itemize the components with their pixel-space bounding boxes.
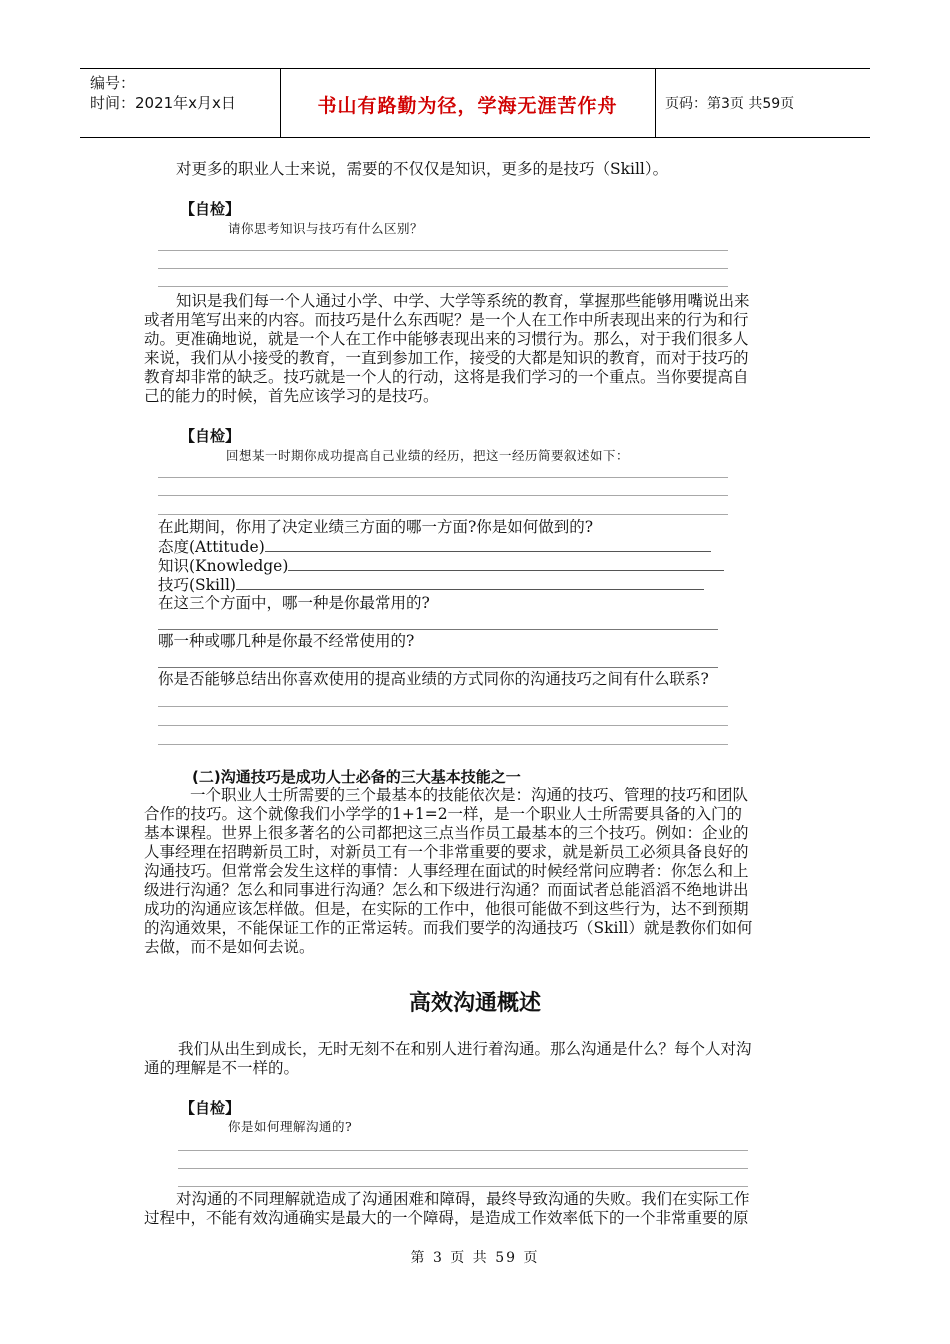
- header-motto: 书山有路勤为径，学海无涯苦作舟: [317, 95, 618, 117]
- answer-line: [178, 1168, 748, 1169]
- paragraph-line: 教育却非常的缺乏。技巧就是一个人的行动，这将是我们学习的一个重点。当你要提高自: [144, 368, 749, 386]
- paragraph-line: 沟通技巧。但常常会发生这样的事情：人事经理在面试的时候经常问应聘者：你怎么和上: [144, 862, 749, 880]
- intro-text: 对更多的职业人士来说，需要的不仅仅是知识，更多的是技巧（Skill）。: [176, 160, 669, 178]
- blank-line: [265, 537, 711, 552]
- paragraph-line: 来说，我们从小接受的教育，一直到参加工作，接受的大都是知识的教育，而对于技巧的: [144, 349, 749, 367]
- field-skill-label: 技巧(Skill): [158, 576, 236, 594]
- paragraph-line: 的沟通效果，不能保证工作的正常运转。而我们要学的沟通技巧（Skill）就是教你们如何: [144, 919, 753, 937]
- page-header: [80, 68, 870, 138]
- paragraph-line: 合作的技巧。这个就像我们小学学的1+1=2一样，是一个职业人士所需要具备的入门的: [144, 805, 743, 823]
- answer-line: [178, 1150, 748, 1151]
- answer-line: [158, 268, 728, 269]
- paragraph-line: 通的理解是不一样的。: [144, 1059, 300, 1077]
- question-text: 哪一种或哪几种是你最不经常使用的?: [158, 632, 415, 650]
- blank-line: [236, 575, 704, 590]
- answer-line: [158, 514, 728, 515]
- paragraph-line: 对沟通的不同理解就造成了沟通困难和障碍，最终导致沟通的失败。我们在实际工作: [176, 1190, 750, 1208]
- field-attitude: [158, 537, 711, 557]
- header-page-info: 页码：第3页 共59页: [665, 96, 795, 112]
- paragraph-line: 成功的沟通应该怎样做。但是，在实际的工作中，他很可能做不到这些行为，达不到预期: [144, 900, 749, 918]
- question-text: 在这三个方面中，哪一种是你最常用的?: [158, 594, 430, 612]
- paragraph-line: 基本课程。世界上很多著名的公司都把这三点当作员工最基本的三个技巧。例如：企业的: [144, 824, 749, 842]
- selfcheck-question: 回想某一时期你成功提高自己业绩的经历，把这一经历简要叙述如下：: [226, 448, 630, 463]
- paragraph-line: 去做，而不是如何去说。: [144, 938, 315, 956]
- blank-line: [288, 556, 724, 571]
- paragraph-line: 己的能力的时候，首先应该学习的是技巧。: [144, 387, 439, 405]
- answer-line: [178, 1186, 748, 1187]
- answer-line: [158, 744, 728, 745]
- section-heading: (二)沟通技巧是成功人士必备的三大基本技能之一: [192, 768, 521, 786]
- selfcheck-label: 【自检】: [180, 427, 241, 445]
- header-divider: [655, 69, 656, 137]
- answer-line: [158, 706, 728, 707]
- page-footer: 第 3 页 共 59 页: [410, 1250, 540, 1266]
- selfcheck-question: 请你思考知识与技巧有什么区别？: [228, 221, 424, 236]
- answer-line: [158, 286, 728, 287]
- question-text: 在此期间，你用了决定业绩三方面的哪一方面?你是如何做到的?: [158, 518, 594, 536]
- field-attitude-label: 态度(Attitude): [158, 538, 265, 556]
- answer-line: [158, 495, 728, 496]
- answer-line: [158, 250, 728, 251]
- doc-time-label: 时间：2021年x月x日: [90, 94, 236, 112]
- answer-line: [158, 629, 718, 630]
- field-skill: [158, 575, 704, 595]
- section-title: 高效沟通概述: [408, 991, 541, 1016]
- doc-number-label: 编号：: [90, 74, 136, 92]
- selfcheck-label: 【自检】: [180, 200, 241, 218]
- field-knowledge-label: 知识(Knowledge): [158, 557, 289, 575]
- paragraph-line: 人事经理在招聘新员工时，对新员工有一个非常重要的要求，就是新员工必须具备良好的: [144, 843, 749, 861]
- answer-line: [158, 667, 718, 668]
- paragraph-line: 一个职业人士所需要的三个最基本的技能依次是：沟通的技巧、管理的技巧和团队: [190, 786, 749, 804]
- paragraph-line: 级进行沟通？怎么和同事进行沟通？怎么和下级进行沟通？而面试者总能滔滔不绝地讲出: [144, 881, 749, 899]
- header-meta: [90, 73, 236, 113]
- paragraph-line: 动。更准确地说，就是一个人在工作中能够表现出来的习惯行为。那么，对于我们很多人: [144, 330, 749, 348]
- field-knowledge: [158, 556, 724, 576]
- answer-line: [158, 477, 728, 478]
- paragraph-line: 或者用笔写出来的内容。而技巧是什么东西呢？是一个人在工作中所表现出来的行为和行: [144, 311, 749, 329]
- answer-line: [158, 725, 728, 726]
- question-text: 你是否能够总结出你喜欢使用的提高业绩的方式同你的沟通技巧之间有什么联系?: [158, 670, 709, 688]
- paragraph-line: 过程中，不能有效沟通确实是最大的一个障碍，是造成工作效率低下的一个非常重要的原: [144, 1209, 749, 1227]
- selfcheck-question: 你是如何理解沟通的?: [228, 1119, 353, 1134]
- selfcheck-label: 【自检】: [180, 1099, 241, 1117]
- paragraph-line: 我们从出生到成长，无时无刻不在和别人进行着沟通。那么沟通是什么？每个人对沟: [178, 1040, 752, 1058]
- paragraph-line: 知识是我们每一个人通过小学、中学、大学等系统的教育，掌握那些能够用嘴说出来: [176, 292, 750, 310]
